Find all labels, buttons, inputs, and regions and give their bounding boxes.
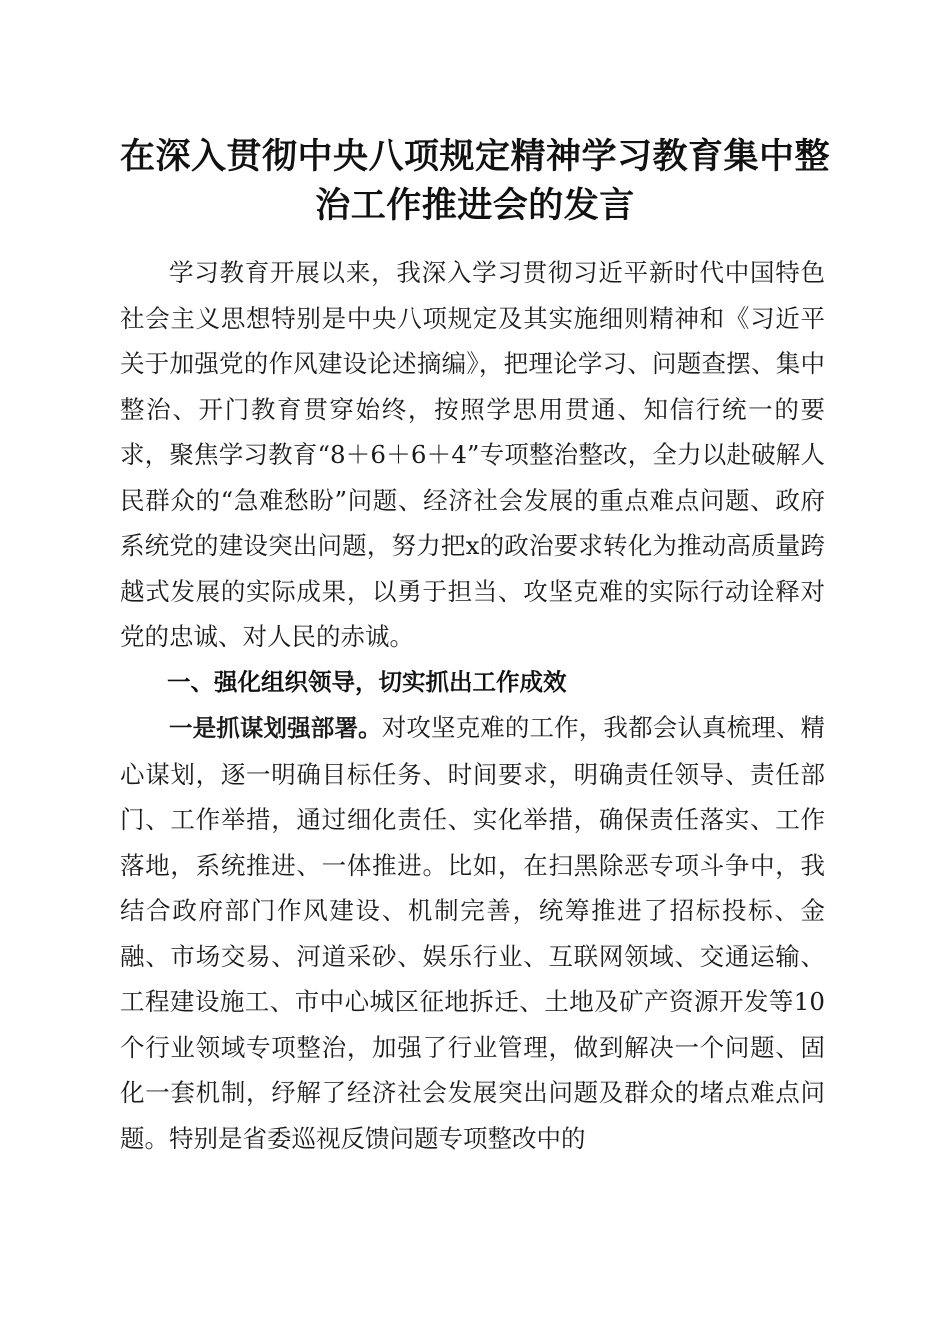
intro-paragraph: 学习教育开展以来，我深入学习贯彻习近平新时代中国特色社会主义思想特别是中央八项规定及其实施细则精神和《习近平关于加强党的作风建设论述摘编》，把理论学习、问题查摆、集中整治、开门教育贯穿始终，按照学思用贯通、知信行统一的要求，聚焦学习教育“8＋6＋6＋4”专项整治整改，全力以赴破解人民群众的“急难愁盼”问题、经济社会发展的重点难点问题、政府系统党的建设突出问题，努力把x的政治要求转化为推动高质量跨越式发展的实际成果，以勇于担当、攻坚克难的实际行动诠释对党的忠诚、对人民的赤诚。 [120, 258, 825, 651]
point-1-text: 对攻坚克难的工作，我都会认真梳理、精心谋划，逐一明确目标任务、时间要求，明确责任领导、责任部门、工作举措，通过细化责任、实化举措，确保责任落实、工作落地，系统推进、一体推进。比如，在扫黑除恶专项斗争中，我结合政府部门作风建设、机制完善，统筹推进了招标投标、金融、市场交易、河道采砂、娱乐行业、互联网领域、交通运输、工程建设施工、市中心城区征地拆迁、土地及矿产资源开发等10个行业领域专项整治，加强了行业管理，做到解决一个问题、固化一套机制，纾解了经济社会发展突出问题及群众的堵点难点问题。特别是省委巡视反馈问题专项整改中的 [120, 713, 826, 1153]
title-line-2: 治工作推进会的发言 [315, 185, 635, 226]
document-title [110, 132, 840, 230]
point-1-lead: 一是抓谋划强部署。 [169, 714, 382, 742]
title-line-1: 在深入贯彻中央八项规定精神学习教育集中整 [119, 136, 830, 177]
document-body [120, 250, 825, 1161]
section-heading-1: 一、强化组织领导，切实抓出工作成效 [167, 667, 567, 696]
point-1-paragraph [120, 705, 825, 1161]
